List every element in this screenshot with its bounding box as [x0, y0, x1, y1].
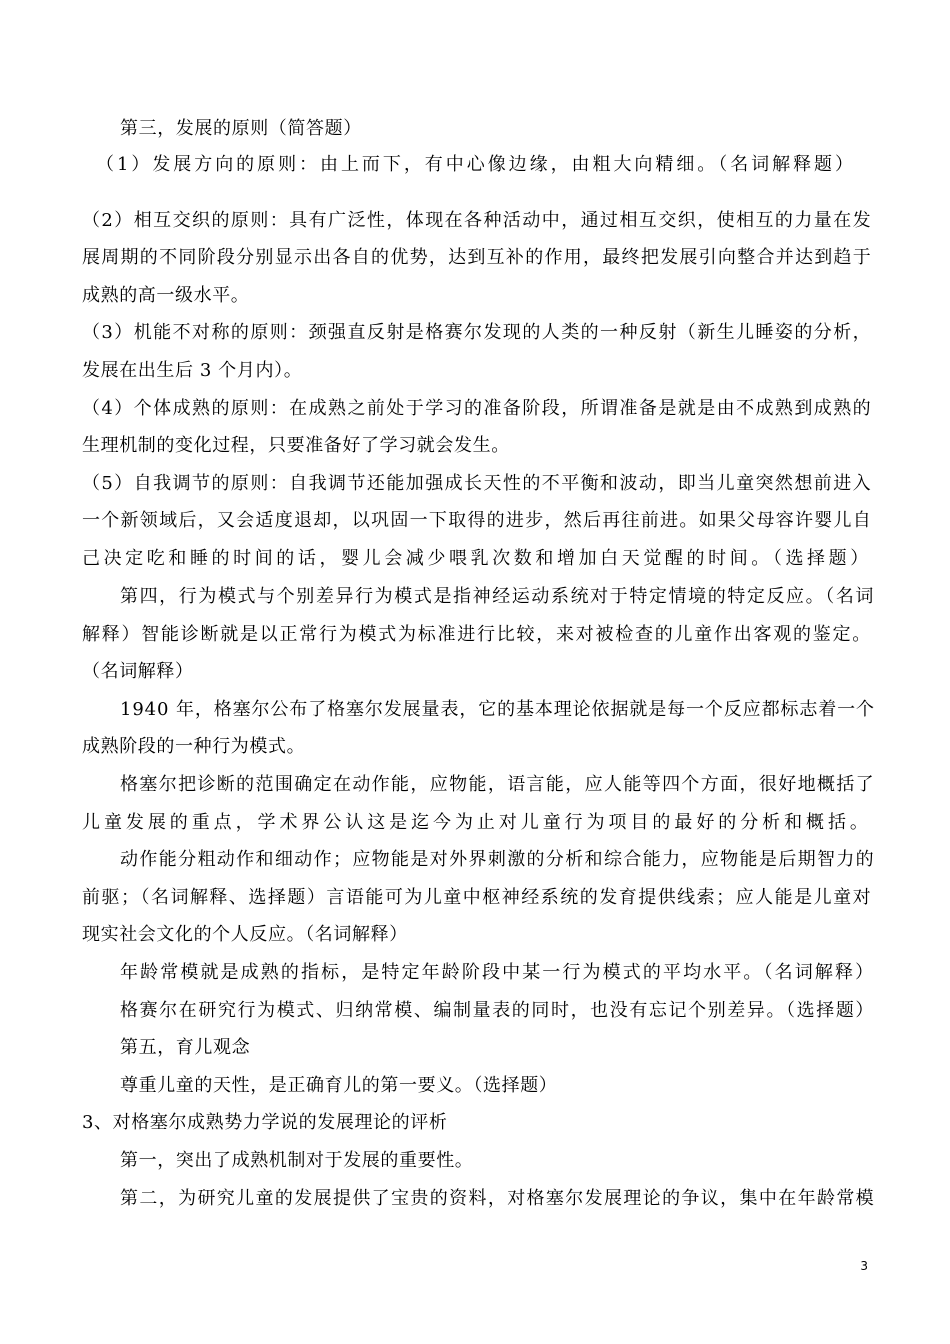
text-line-28: 第一，突出了成熟机制对于发展的重要性。	[120, 1150, 474, 1171]
text-line-14: 解释）智能诊断就是以正常行为模式为标准进行比较，来对被检查的儿童作出客观的鉴定。	[82, 624, 872, 645]
text-line-26: 尊重儿童的天性，是正确育儿的第一要义。（选择题）	[120, 1075, 558, 1096]
text-line-6: （3）机能不对称的原则：颈强直反射是格赛尔发现的人类的一种反射（新生儿睡姿的分析，	[82, 322, 873, 343]
text-line-3: （2）相互交织的原则：具有广泛性，体现在各种活动中，通过相互交织，使相互的力量在发	[82, 210, 873, 231]
text-line-8: （4）个体成熟的原则：在成熟之前处于学习的准备阶段，所谓准备是就是由不成熟到成熟的	[82, 398, 873, 419]
text-line-27: 3、对格塞尔成熟势力学说的发展理论的评析	[82, 1112, 448, 1133]
text-line-5: 成熟的高一级水平。	[82, 285, 250, 306]
text-line-9: 生理机制的变化过程，只要准备好了学习就会发生。	[82, 435, 510, 456]
text-line-24: 格赛尔在研究行为模式、归纳常模、编制量表的同时，也没有忘记个别差异。（选择题）	[120, 1000, 876, 1021]
page-number: 3	[860, 1259, 868, 1273]
text-line-21: 前驱；（名词解释、选择题）言语能可为儿童中枢神经系统的发育提供线索；应人能是儿童对	[82, 887, 873, 908]
text-line-29: 第二，为研究儿童的发展提供了宝贵的资料，对格塞尔发展理论的争议，集中在年龄常模	[120, 1188, 876, 1209]
text-line-11: 一个新领域后，又会适度退却，以巩固一下取得的进步，然后再往前进。如果父母容许婴儿自	[82, 510, 873, 531]
text-line-18: 格塞尔把诊断的范围确定在动作能，应物能，语言能，应人能等四个方面，很好地概括了	[120, 774, 876, 795]
text-line-13: 第四，行为模式与个别差异行为模式是指神经运动系统对于特定情境的特定反应。（名词	[120, 586, 876, 607]
text-line-4: 展周期的不同阶段分别显示出各自的优势，达到互补的作用，最终把发展引向整合并达到趋于	[82, 247, 873, 268]
text-line-12: 己决定吃和睡的时间的话，婴儿会减少喂乳次数和增加白天觉醒的时间。（选择题）	[82, 548, 872, 569]
text-line-7: 发展在出生后 3 个月内）。	[82, 360, 303, 381]
text-line-22: 现实社会文化的个人反应。（名词解释）	[82, 924, 408, 945]
text-line-15: （名词解释）	[82, 661, 194, 682]
text-line-25: 第五，育儿观念	[120, 1037, 251, 1058]
text-line-1: 第三，发展的原则（简答题）	[120, 118, 362, 139]
text-line-20: 动作能分粗动作和细动作；应物能是对外界刺激的分析和综合能力，应物能是后期智力的	[120, 849, 876, 870]
text-line-10: （5）自我调节的原则：自我调节还能加强成长天性的不平衡和波动，即当儿童突然想前进入	[82, 473, 873, 494]
text-line-23: 年龄常模就是成熟的指标，是特定年龄阶段中某一行为模式的平均水平。（名词解释）	[120, 962, 876, 983]
text-line-17: 成熟阶段的一种行为模式。	[82, 736, 306, 757]
text-line-19: 儿童发展的重点，学术界公认这是迄今为止对儿童行为项目的最好的分析和概括。	[82, 812, 872, 833]
text-line-16: 1940 年，格塞尔公布了格塞尔发展量表，它的基本理论依据就是每一个反应都标志着一个	[120, 699, 875, 720]
text-line-2: （1）发展方向的原则：由上而下，有中心像边缘，由粗大向精细。（名词解释题）	[96, 154, 856, 175]
